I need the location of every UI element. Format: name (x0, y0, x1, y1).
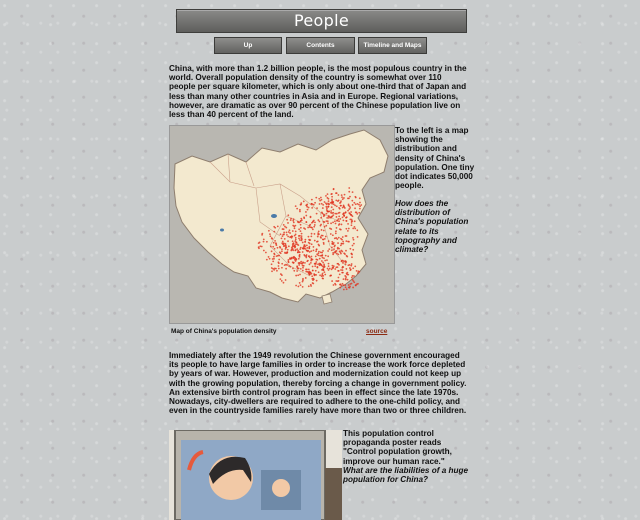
poster-question: What are the liabilities of a huge population for China? (343, 466, 469, 485)
china-map-graphic (170, 126, 394, 323)
poster-description: This population control propaganda poster reads "Control population growth, improve our human race." (343, 429, 452, 466)
map-description: To the left is a map showing the distribution and density of China's population. One tiny dot indicates 50,000 people. (395, 126, 475, 191)
population-policy-paragraph: Immediately after the 1949 revolution the Chinese government encouraged its people to have large families in order to increase the work force depleted by years of war. However, production and modernization could not keep up with the growing population, thereby forcing a change in government policy. An extensive birth control program has been in effect since the late 1970s. Nowadays, city-dwellers are required to adhere to the one-child policy, and even in the countryside families rarely have more than two or three children. (169, 351, 467, 416)
page-title-banner: People (176, 9, 467, 33)
up-button[interactable]: Up (214, 37, 282, 54)
contents-button[interactable]: Contents (286, 37, 355, 54)
poster-image-graphic (169, 430, 342, 520)
map-source-link[interactable]: source (366, 328, 388, 335)
intro-paragraph: China, with more than 1.2 billion people, is the most populous country in the world. Overall population density of the country is somewhat over 110 people per square kilometer, which is only about one-third that of Japan and less than many other countries in Asia and in Europe. Regional variations, however, are dramatic as over 90 percent of the Chinese population live on less than 40 percent of the land. (169, 64, 467, 120)
timeline-and-maps-button[interactable]: Timeline and Maps (358, 37, 427, 54)
propaganda-poster-photo (169, 430, 342, 520)
map-caption: Map of China's population density (171, 328, 277, 335)
china-population-map (169, 125, 395, 324)
map-question: How does the distribution of China's population relate to its topography and climate? (395, 199, 469, 255)
